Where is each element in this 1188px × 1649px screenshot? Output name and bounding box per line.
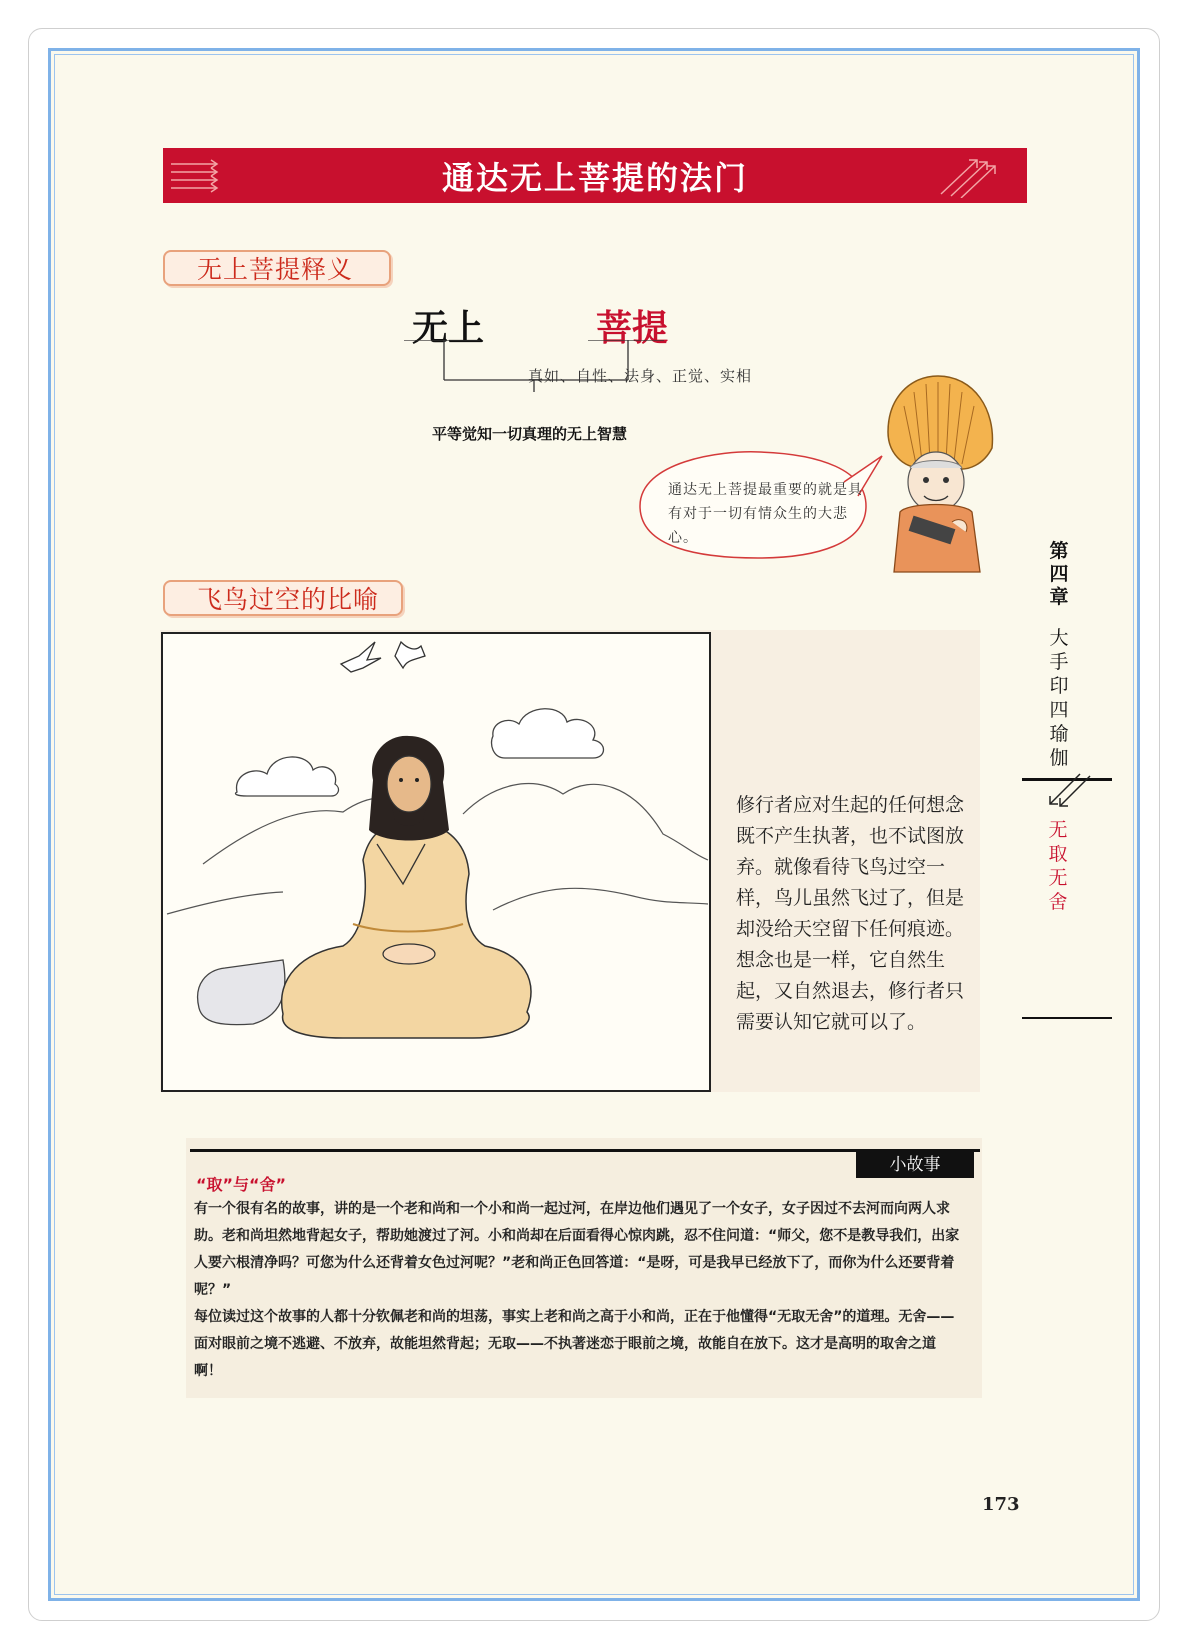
- title-banner: [163, 148, 1027, 203]
- term-wushang: 无上: [412, 308, 485, 349]
- speech-bubble-text: 通达无上菩提最重要的就是具有对于一切有情众生的大悲心。: [668, 482, 863, 546]
- meditating-figure-drawing: [163, 634, 709, 1090]
- lama-monk-illustration: [880, 372, 1000, 582]
- arrows-icon: [1040, 770, 1100, 810]
- metaphor-explanation: 修行者应对生起的任何想念既不产生执著，也不试图放弃。就像看待飞鸟过空一样，鸟儿虽然飞过了，但是却没给天空留下任何痕迹。想念也是一样，它自然生起，又自然退去，修行者只需要认知它就可以了。: [736, 794, 965, 1033]
- story-paragraph: 每位读过这个故事的人都十分钦佩老和尚的坦荡，事实上老和尚之高于小和尚，正在于他懂得“无取无舍”的道理。无舍——面对眼前之境不逃避、不放弃，故能坦然背起；无取——不执著迷恋于眼前之境，故能自在放下。这才是高明的取舍之道啊！: [194, 1309, 955, 1379]
- chapter-tab-divider: [1022, 1017, 1112, 1019]
- chapter-number: 第四章: [1049, 540, 1069, 608]
- arrows-icon: [937, 156, 997, 198]
- page-number: 173: [982, 1494, 1020, 1515]
- story-paragraph: 有一个很有名的故事，讲的是一个老和尚和一个小和尚一起过河，在岸边他们遇见了一个女子，女子因过不去河而向两人求助。老和尚坦然地背起女子，帮助她渡过了河。小和尚却在后面看得心惊肉跳，忍不住问道：“师父，您不是教导我们，出家人要六根清净吗？可您为什么还背着女色过河呢？”老和尚正色回答道：“是呀，可是我早已经放下了，而你为什么还要背着呢？”: [194, 1201, 960, 1298]
- chapter-title: 大手印四瑜伽: [1049, 627, 1069, 769]
- story-body: [194, 1196, 960, 1385]
- story-tag: 小故事: [856, 1152, 974, 1178]
- chapter-topic: 无取无舍: [1048, 819, 1068, 913]
- section-heading-metaphor: [163, 580, 403, 616]
- term-puti: 菩提: [596, 308, 669, 349]
- wushang-meaning: 平等觉知一切真理的无上智慧: [432, 425, 628, 443]
- story-title: “取”与“舍”: [196, 1175, 287, 1194]
- puti-meaning: 真如、自性、法身、正觉、实相: [528, 367, 753, 385]
- arrows-icon: [169, 158, 229, 194]
- section-heading-text: 无上菩提释义: [197, 255, 354, 284]
- bird-icon: [341, 642, 425, 672]
- meditation-illustration: [161, 632, 711, 1092]
- section-heading-text: 飞鸟过空的比喻: [197, 585, 380, 614]
- section-heading-definition: [163, 250, 391, 286]
- page-title: 通达无上菩提的法门: [441, 158, 748, 197]
